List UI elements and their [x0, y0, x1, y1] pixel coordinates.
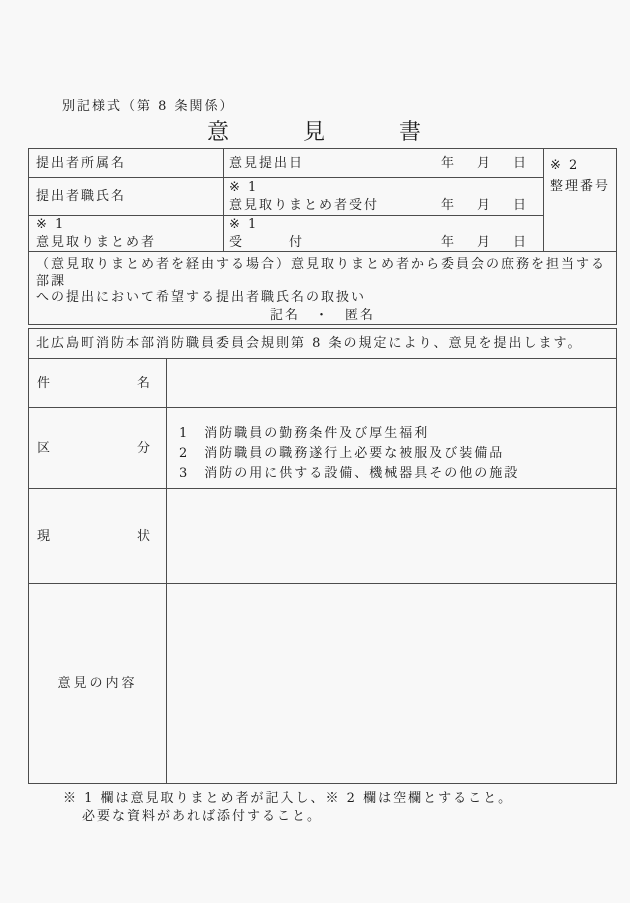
day-label: 日: [512, 155, 526, 171]
routing-choice: 記名 ・ 匿名: [269, 307, 375, 323]
receipt-dateline: [224, 234, 543, 251]
table-row: [29, 149, 617, 178]
year-label: 年: [440, 235, 454, 250]
subject-value-cell: [167, 359, 617, 408]
category-label: 区分: [29, 408, 167, 489]
current-state-value-cell: [167, 489, 617, 584]
date-units: [441, 155, 526, 172]
opinion-table: [28, 328, 617, 784]
coordinator-receipt-dateline: [224, 197, 543, 214]
submitter-name-label: 提出者職氏名: [36, 189, 127, 204]
table-row: [29, 359, 617, 408]
document-title: 意 見 書: [206, 120, 423, 145]
opinion-content-value-cell: [167, 584, 617, 784]
footnote-line1: ※ 1 欄は意見取りまとめ者が記入し、※ 2 欄は空欄とすること。: [63, 791, 514, 806]
table-row: [29, 408, 617, 489]
month-label: 月: [476, 198, 490, 213]
note1-mark: ※ 1: [36, 217, 66, 232]
receipt-label: 受 付: [229, 235, 305, 250]
receipt-field: [224, 216, 543, 251]
routing-note-line2: への提出において希望する提出者職氏名の取扱い: [36, 290, 367, 305]
opinion-content-label: 意見の内容: [29, 584, 167, 784]
coordinator-cell: [29, 216, 224, 252]
submitter-affiliation-label: 提出者所属名: [36, 155, 127, 171]
category-item: 2 消防職員の職務遂行上必要な被服及び装備品: [179, 446, 505, 461]
coordinator-receipt-label: 意見取りまとめ者受付: [229, 198, 380, 213]
subject-label: 件名: [29, 359, 167, 408]
form-reference: 別記様式（第 8 条関係）: [62, 99, 235, 114]
routing-note-line1: （意見取りまとめ者を経由する場合）意見取りまとめ者から委員会の庶務を担当する部課: [36, 257, 607, 289]
coordinator-receipt-cell: [224, 178, 544, 216]
month-label: 月: [476, 235, 490, 250]
category-items-cell: [167, 408, 617, 489]
note2-mark: ※ 2: [550, 158, 580, 173]
routing-note-cell: [29, 252, 617, 325]
reference-number-label: 整理番号: [550, 179, 611, 194]
note1-mark: ※ 1: [229, 180, 259, 195]
coordinator-receipt-field: [224, 179, 543, 214]
table-row: [29, 584, 617, 784]
note1-mark: ※ 1: [229, 217, 259, 232]
table-row: [29, 252, 617, 325]
category-item: 1 消防職員の勤務条件及び厚生福利: [179, 426, 430, 441]
category-item: 3 消防の用に供する設備、機械器具その他の施設: [179, 466, 520, 481]
month-label: 月: [476, 155, 490, 171]
submission-date-cell: [224, 149, 544, 178]
day-label: 日: [512, 235, 526, 250]
year-label: 年: [440, 198, 454, 213]
submitter-info-table: [28, 148, 617, 325]
declaration-text: 北広島町消防本部消防職員委員会規則第 8 条の規定により、意見を提出します。: [36, 336, 583, 351]
current-state-label: 現状: [29, 489, 167, 584]
receipt-cell: [224, 216, 544, 252]
footnotes: [63, 790, 513, 825]
submitter-affiliation-cell: [29, 149, 224, 178]
table-row: [29, 329, 617, 359]
submission-date-field: [224, 155, 543, 172]
footnote-line2: 必要な資料があれば添付すること。: [82, 808, 323, 824]
date-units: [441, 197, 526, 214]
table-row: [29, 216, 617, 252]
table-row: [29, 489, 617, 584]
coordinator-label: 意見取りまとめ者: [36, 235, 157, 250]
declaration-cell: [29, 329, 617, 359]
reference-number-cell: [544, 149, 617, 252]
submitter-name-cell: [29, 178, 224, 216]
date-units: [441, 234, 526, 251]
day-label: 日: [512, 198, 526, 213]
year-label: 年: [440, 155, 454, 171]
coordinator-field: [29, 216, 223, 251]
submission-date-label: 意見提出日: [229, 155, 305, 171]
table-row: [29, 178, 617, 216]
